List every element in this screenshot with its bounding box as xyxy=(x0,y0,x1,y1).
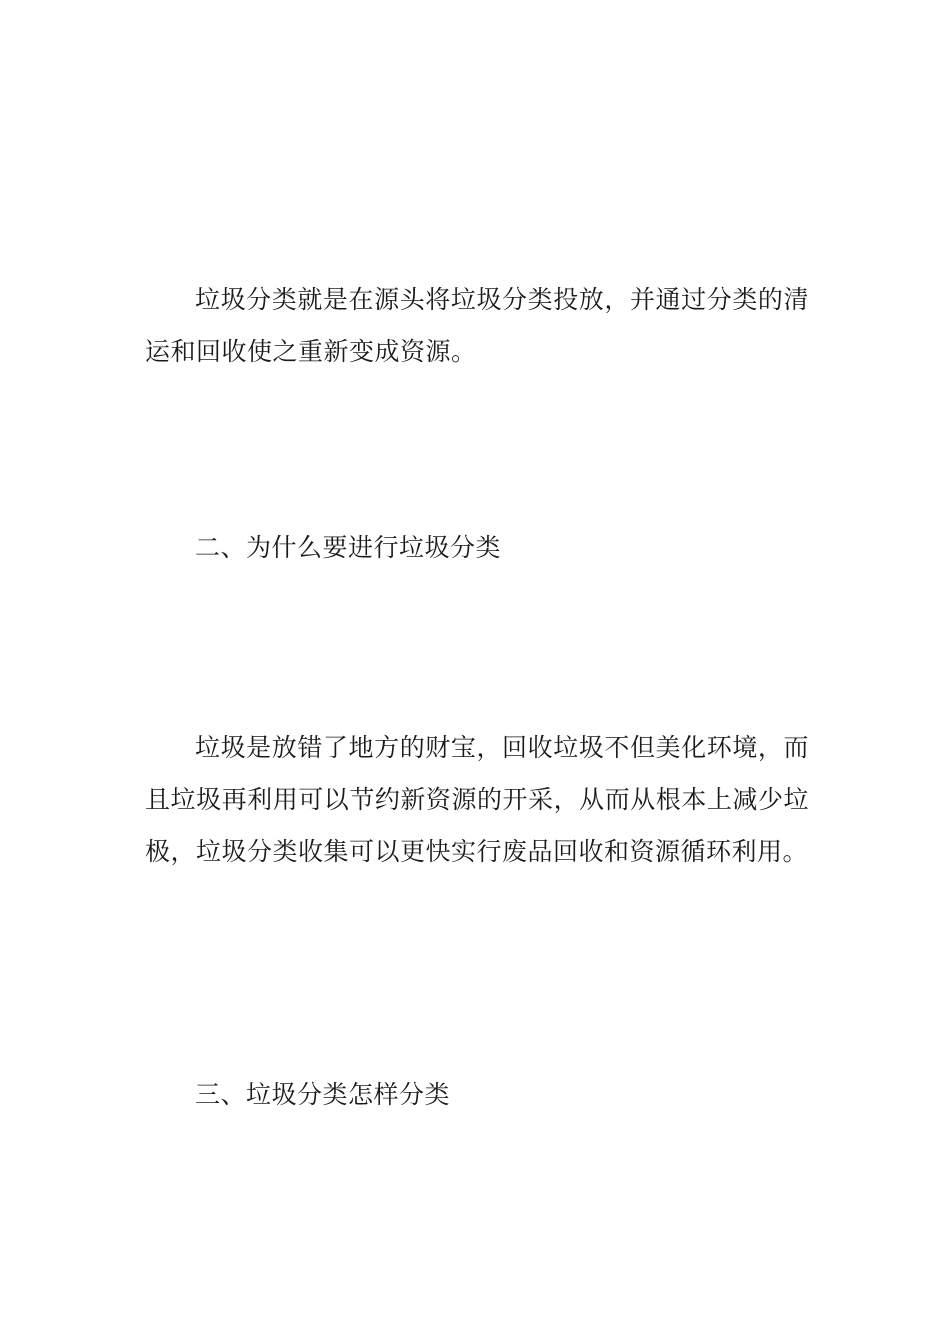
section-heading-why: 二、为什么要进行垃圾分类 xyxy=(195,533,502,562)
section-heading-how: 三、垃圾分类怎样分类 xyxy=(195,1080,451,1109)
paragraph-definition: 垃圾分类就是在源头将垃圾分类投放，并通过分类的清运和回收使之重新变成资源。 xyxy=(145,285,809,366)
paragraph-reasons: 垃圾是放错了地方的财宝，回收垃圾不但美化环境，而且垃圾再利用可以节约新资源的开采，从而从根本上减少垃极，垃圾分类收集可以更快实行废品回收和资源循环利用。 xyxy=(145,733,809,866)
